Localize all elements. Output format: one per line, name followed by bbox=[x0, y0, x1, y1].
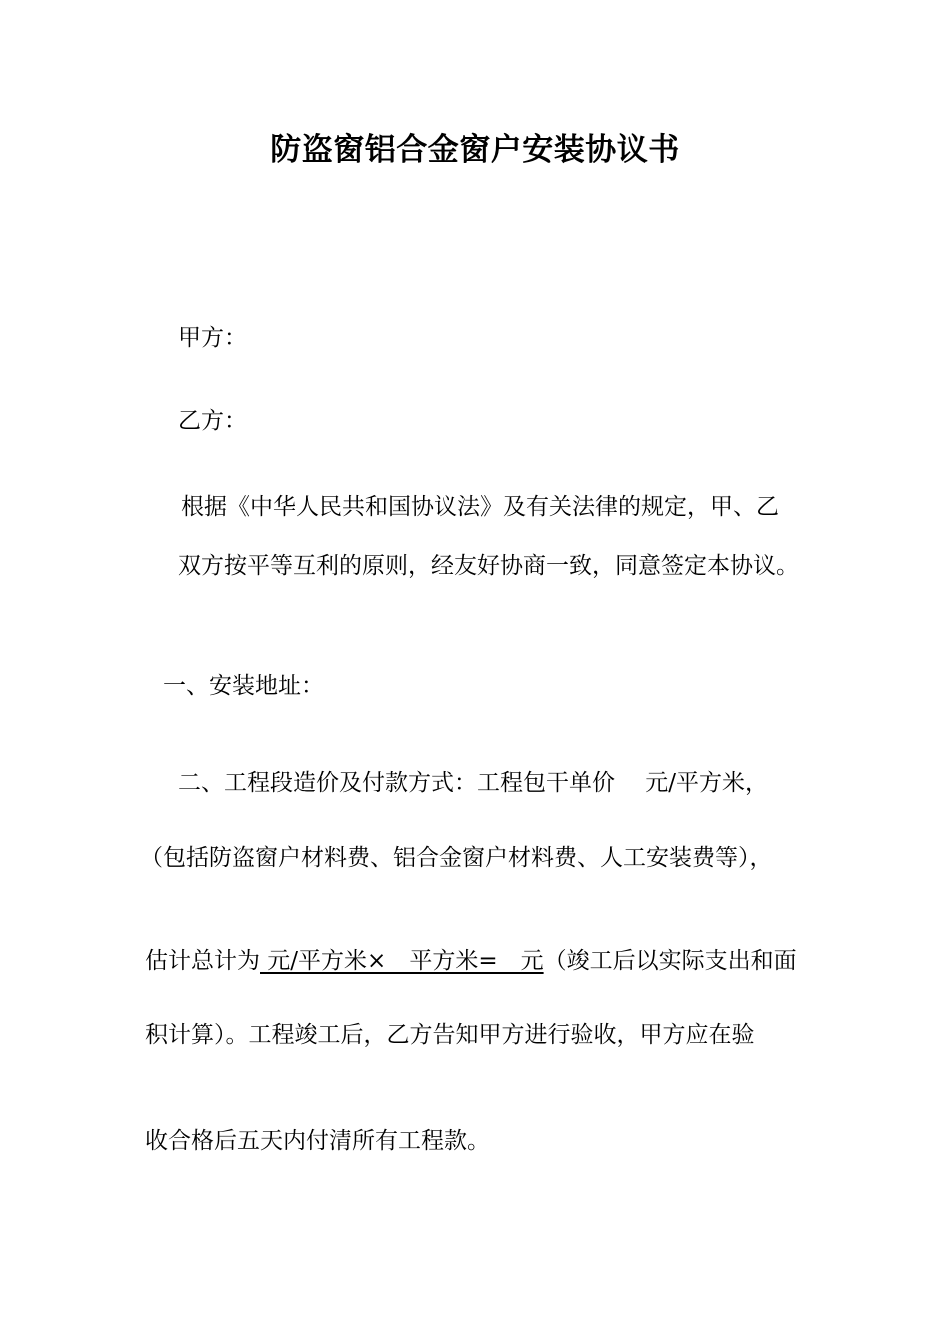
estimate-line-2: 积计算）。工程竣工后，乙方告知甲方进行验收，甲方应在验 bbox=[145, 1022, 755, 1048]
section-installation-address: 一、安装地址： bbox=[163, 673, 324, 699]
estimate-line-3: 收合格后五天内付清所有工程款。 bbox=[145, 1128, 490, 1154]
party-b-label: 乙方： bbox=[178, 408, 247, 434]
document-title: 防盗窗铝合金窗户安装协议书 bbox=[270, 132, 680, 168]
party-a-label: 甲方： bbox=[178, 325, 247, 351]
estimate-suffix: （竣工后以实际支出和面 bbox=[543, 948, 797, 974]
section-price-payment-line-2: （包括防盗窗户材料费、铝合金窗户材料费、人工安装费等）， bbox=[140, 845, 773, 871]
estimate-line-1 bbox=[145, 946, 797, 976]
intro-paragraph-line-1: 根据《中华人民共和国协议法》及有关法律的规定，甲、乙 bbox=[181, 494, 779, 520]
estimate-prefix: 估计总计为 bbox=[145, 948, 260, 974]
section-price-payment-line-1: 二、工程段造价及付款方式：工程包干单价 元/平方米， bbox=[178, 770, 769, 796]
estimate-formula: 元/平方米× 平方米= 元 bbox=[260, 948, 544, 974]
intro-paragraph-line-2: 双方按平等互利的原则，经友好协商一致，同意签定本协议。 bbox=[178, 553, 799, 579]
